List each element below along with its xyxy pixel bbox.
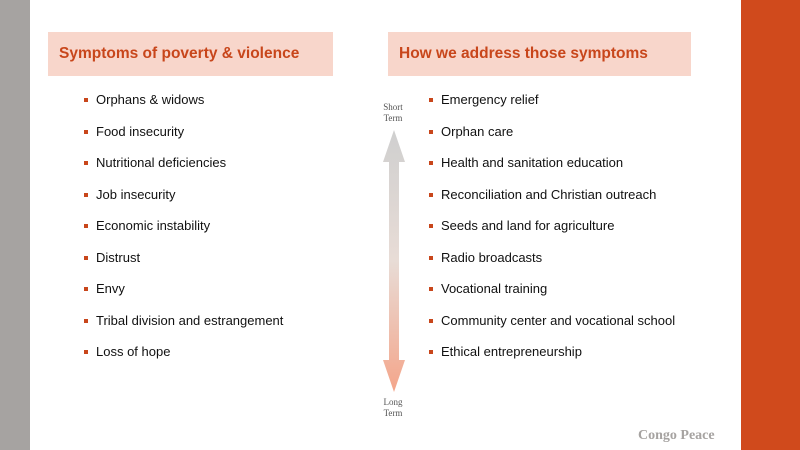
solution-item: Community center and vocational school	[429, 311, 675, 343]
symptom-item: Food insecurity	[84, 122, 283, 154]
solution-item: Health and sanitation education	[429, 153, 675, 185]
symptoms-list	[84, 90, 283, 374]
symptom-item: Distrust	[84, 248, 283, 280]
symptoms-header	[48, 32, 333, 76]
congo-peace-logo-text: Congo Peace	[638, 428, 715, 443]
solutions-header	[388, 32, 691, 76]
solutions-header-text: How we address those symptoms	[399, 45, 648, 62]
symptom-item: Loss of hope	[84, 342, 283, 374]
right-orange-band	[741, 0, 800, 450]
left-gray-band	[0, 0, 30, 450]
long-term-label: Long Term	[383, 397, 403, 418]
symptom-item: Envy	[84, 279, 283, 311]
timeline-double-arrow-icon	[383, 130, 405, 392]
symptom-item: Job insecurity	[84, 185, 283, 217]
solutions-list	[429, 90, 675, 374]
solution-item: Reconciliation and Christian outreach	[429, 185, 675, 217]
symptom-item: Tribal division and estrangement	[84, 311, 283, 343]
solution-item: Seeds and land for agriculture	[429, 216, 675, 248]
symptom-item: Nutritional deficiencies	[84, 153, 283, 185]
symptom-item: Economic instability	[84, 216, 283, 248]
symptoms-header-text: Symptoms of poverty & violence	[59, 45, 300, 62]
solution-item: Orphan care	[429, 122, 675, 154]
solution-item: Emergency relief	[429, 90, 675, 122]
short-term-label: Short Term	[383, 102, 403, 123]
solution-item: Ethical entrepreneurship	[429, 342, 675, 374]
solution-item: Radio broadcasts	[429, 248, 675, 280]
solution-item: Vocational training	[429, 279, 675, 311]
symptom-item: Orphans & widows	[84, 90, 283, 122]
